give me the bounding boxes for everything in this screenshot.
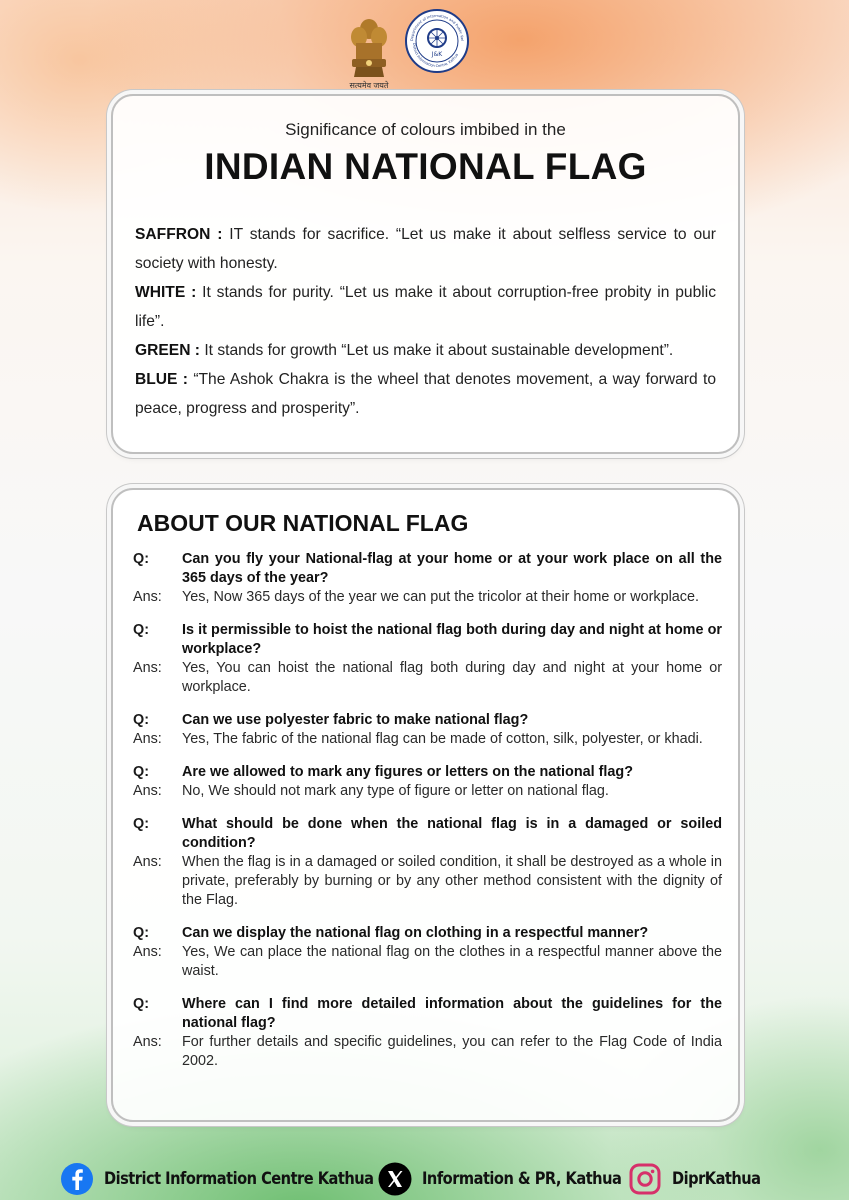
colour-item-white	[135, 278, 716, 336]
facebook-label: District Information Centre Kathua	[104, 1169, 374, 1189]
answer-text: For further details and specific guidelines, you can refer to the Flag Code of India 2002.	[182, 1034, 722, 1069]
answer-text: Yes, We can place the national flag on the clothes in a respectful manner above the waist.	[182, 944, 722, 979]
faq-item	[133, 995, 722, 1071]
faq-item	[133, 763, 722, 801]
answer-tag: Ans:	[133, 783, 162, 799]
colour-text: It stands for growth “Let us make it about sustainable development”.	[199, 342, 674, 359]
x-label: Information & PR, Kathua	[422, 1169, 622, 1189]
about-card	[111, 488, 740, 1122]
question-text: Is it permissible to hoist the national flag both during day and night at home or workplace?	[182, 622, 722, 657]
colour-label: SAFFRON :	[135, 226, 223, 243]
question-text: Where can I find more detailed information about the guidelines for the national flag?	[182, 996, 722, 1031]
colour-item-blue	[135, 365, 716, 423]
question-tag: Q:	[133, 925, 149, 941]
faq-list	[133, 550, 722, 1085]
question-tag: Q:	[133, 816, 149, 832]
colour-item-saffron	[135, 220, 716, 278]
answer-text: Yes, The fabric of the national flag can be made of cotton, silk, polyester, or khadi.	[182, 731, 703, 747]
colour-label: BLUE :	[135, 371, 188, 388]
answer-text: Yes, You can hoist the national flag both during day and night at your home or workplace.	[182, 660, 722, 695]
faq-item	[133, 711, 722, 749]
faq-item	[133, 815, 722, 910]
faq-item	[133, 621, 722, 697]
answer-tag: Ans:	[133, 589, 162, 605]
question-tag: Q:	[133, 712, 149, 728]
colour-label: WHITE :	[135, 284, 197, 301]
emblem-motto: सत्यमेव जयते	[349, 81, 389, 90]
colour-item-green	[135, 336, 716, 365]
dipr-logo-top-text: Department of Information and Public Rel	[409, 13, 465, 42]
question-tag: Q:	[133, 764, 149, 780]
faq-item	[133, 924, 722, 981]
answer-tag: Ans:	[133, 1034, 162, 1050]
colour-text: “The Ashok Chakra is the wheel that denotes movement, a way forward to peace, progress and prosperity”.	[135, 371, 716, 417]
colour-text: IT stands for sacrifice. “Let us make it about selfless service to our society with honesty.	[135, 226, 716, 272]
colours-subtitle: Significance of colours imbibed in the	[285, 120, 566, 139]
answer-tag: Ans:	[133, 660, 162, 676]
dipr-logo-icon	[404, 8, 470, 74]
question-text: Can we display the national flag on clothing in a respectful manner?	[182, 925, 649, 941]
dipr-logo-bottom-text: District Information Centre, Kathua	[411, 42, 460, 69]
facebook-link[interactable]	[60, 1162, 417, 1196]
question-text: Can we use polyester fabric to make national flag?	[182, 712, 529, 728]
question-tag: Q:	[133, 622, 149, 638]
answer-text: Yes, Now 365 days of the year we can put the tricolor at their home or workplace.	[182, 589, 700, 605]
colour-list	[135, 220, 716, 423]
answer-text: No, We should not mark any type of figure or letter on national flag.	[182, 783, 609, 799]
page-title: INDIAN NATIONAL FLAG	[204, 146, 647, 187]
answer-tag: Ans:	[133, 731, 162, 747]
colour-label: GREEN :	[135, 342, 200, 359]
instagram-label: DiprKathua	[672, 1169, 761, 1189]
question-text: What should be done when the national flag is in a damaged or soiled condition?	[182, 816, 722, 851]
instagram-link[interactable]	[628, 1162, 775, 1196]
facebook-icon	[60, 1162, 94, 1196]
footer-social-bar	[0, 1162, 849, 1198]
instagram-icon	[628, 1162, 662, 1196]
x-link[interactable]	[378, 1162, 654, 1196]
x-icon	[378, 1162, 412, 1196]
answer-tag: Ans:	[133, 854, 162, 870]
question-tag: Q:	[133, 996, 149, 1012]
colours-card	[111, 94, 740, 454]
answer-text: When the flag is in a damaged or soiled condition, it shall be destroyed as a whole in private, preferably by burning or by any other method consistent with the dignity of the Flag.	[182, 854, 722, 908]
question-text: Are we allowed to mark any figures or letters on the national flag?	[182, 764, 634, 780]
faq-item	[133, 550, 722, 607]
header-emblems	[340, 6, 480, 92]
answer-tag: Ans:	[133, 944, 162, 960]
question-tag: Q:	[133, 551, 149, 567]
colour-text: It stands for purity. “Let us make it about corruption-free probity in public life”.	[135, 284, 716, 330]
dipr-logo-center: J&K	[431, 51, 443, 58]
about-title: ABOUT OUR NATIONAL FLAG	[137, 510, 469, 536]
question-text: Can you fly your National-flag at your home or at your work place on all the 365 days of the year?	[182, 551, 722, 586]
